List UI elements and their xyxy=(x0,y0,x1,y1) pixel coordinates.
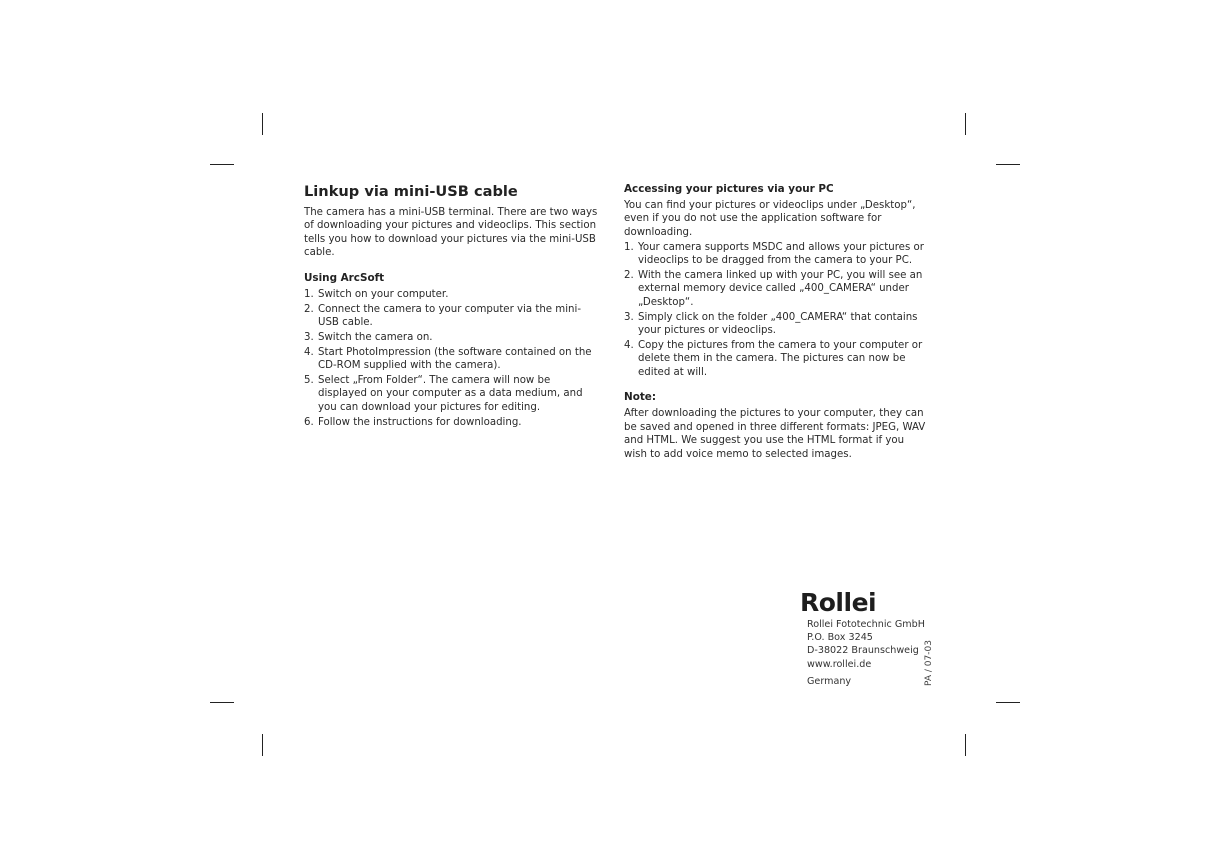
list-item: 3. Switch the camera on. xyxy=(304,331,433,343)
crop-mark xyxy=(965,734,966,756)
right-column xyxy=(624,181,926,461)
country: Germany xyxy=(807,675,852,687)
list-item: 2. Connect the camera to your computer via the mini-USB cable. xyxy=(304,303,582,328)
document-code: PA / 07-03 xyxy=(924,640,934,686)
company-address xyxy=(807,618,925,688)
note-paragraph: After downloading the pictures to your computer, they can be saved and opened in three different formats: JPEG, WAV and HTML. We suggest you use the HTML format if you wish to add voice memo to selected images. xyxy=(624,408,926,460)
list-item: 5. Select „From Folder“. The camera will now be displayed on your computer as a data medium, and you can download your pictures for editing. xyxy=(304,375,583,413)
section-heading: Accessing your pictures via your PC xyxy=(624,183,834,195)
intro-paragraph: You can find your pictures or videoclips under „Desktop“, even if you do not use the application software for downloading. xyxy=(624,200,916,238)
crop-mark xyxy=(210,702,234,703)
city: D-38022 Braunschweig xyxy=(807,645,919,657)
left-column xyxy=(304,181,600,429)
list-item: 2. With the camera linked up with your PC, you will see an external memory device called „400_CAMERA“ under „Desktop“. xyxy=(624,270,923,308)
list-item: 1. Your camera supports MSDC and allows your pictures or videoclips to be dragged from the camera to your PC. xyxy=(624,241,924,267)
list-item: 6. Follow the instructions for downloading. xyxy=(304,416,522,428)
list-item: 4. Start PhotoImpression (the software contained on the CD-ROM supplied with the camera). xyxy=(304,346,592,372)
steps-list xyxy=(304,288,600,430)
crop-mark xyxy=(262,734,263,756)
intro-paragraph: The camera has a mini-USB terminal. There are two ways of downloading your pictures and videoclips. This section tells you how to download your pictures via the mini-USB cable. xyxy=(304,207,598,259)
crop-mark xyxy=(996,164,1020,165)
crop-mark xyxy=(996,702,1020,703)
website: www.rollei.de xyxy=(807,658,872,670)
list-item: 3. Simply click on the folder „400_CAMERA“ that contains your pictures or videoclips. xyxy=(624,311,918,337)
po-box: P.O. Box 3245 xyxy=(807,632,873,644)
rollei-logo: Rollei xyxy=(800,588,877,617)
crop-mark xyxy=(965,113,966,135)
subheading: Using ArcSoft xyxy=(304,271,385,284)
steps-list xyxy=(624,241,926,380)
list-item: 1. Switch on your computer. xyxy=(304,288,449,300)
note-heading: Note: xyxy=(624,391,657,404)
list-item: 4. Copy the pictures from the camera to your computer or delete them in the camera. The pictures can now be edited at will. xyxy=(624,340,923,378)
crop-mark xyxy=(210,164,234,165)
crop-mark xyxy=(262,113,263,135)
section-title: Linkup via mini-USB cable xyxy=(304,183,518,200)
company-name: Rollei Fototechnic GmbH xyxy=(807,619,925,630)
